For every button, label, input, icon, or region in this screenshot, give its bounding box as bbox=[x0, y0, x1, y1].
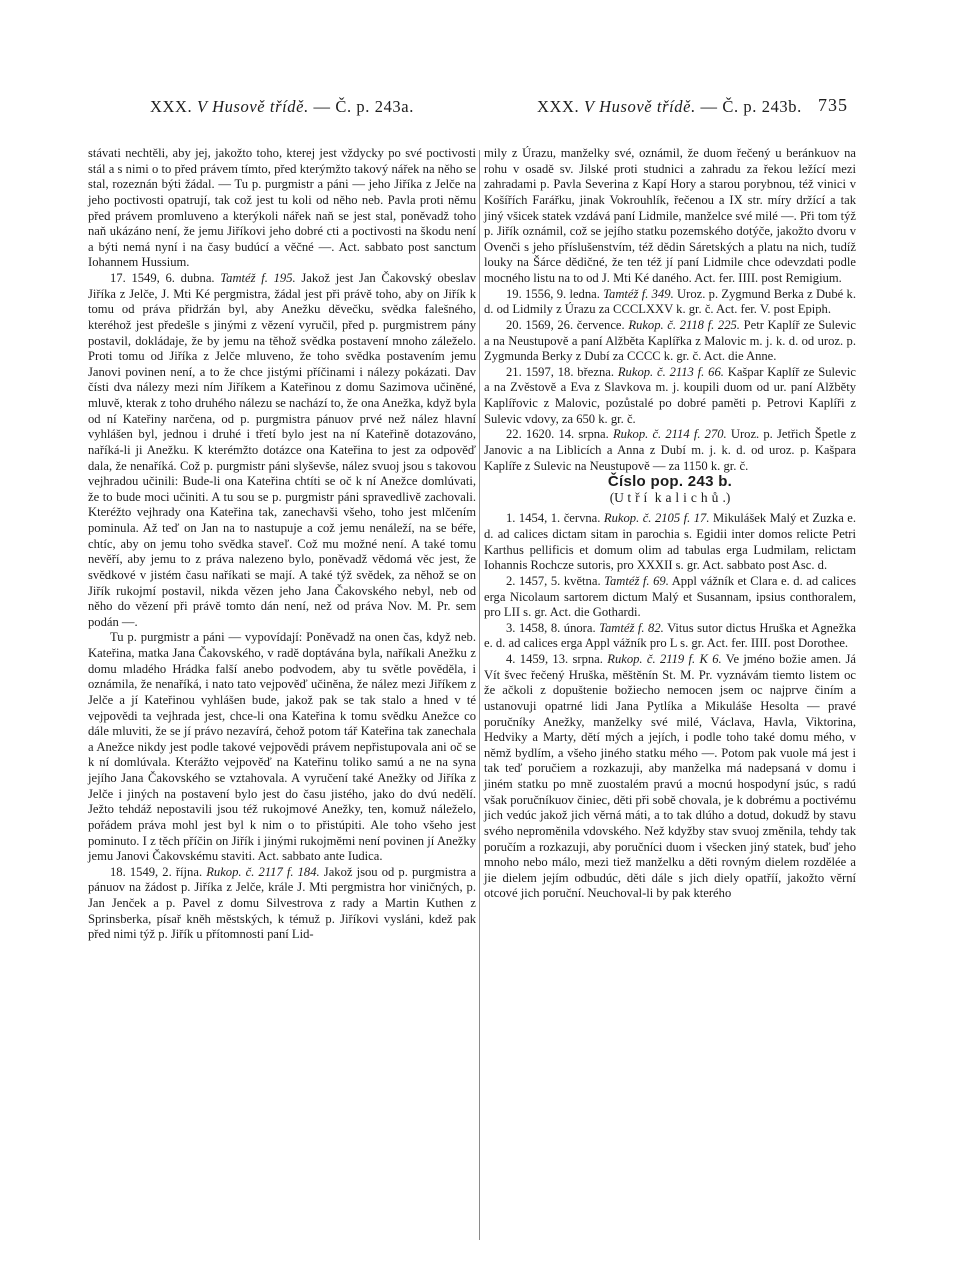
section-heading: Číslo pop. 243 b. bbox=[607, 473, 733, 491]
entry-20-citation: Rukop. č. 2118 f. 225. bbox=[628, 317, 740, 332]
column-divider bbox=[479, 150, 480, 1240]
entry-22-lead: 22. 1620. 14. srpna. bbox=[506, 427, 613, 442]
subheading-open: (U bbox=[609, 489, 628, 505]
entry-19 bbox=[484, 287, 856, 318]
entry-19-lead: 19. 1556, 9. ledna. bbox=[506, 286, 604, 301]
entry-21 bbox=[484, 365, 856, 428]
entry-22-text: Uroz. p. Jetřich Špetle z Janovic a na Liblicích a Anna z Dubí m. j. k. d. od uroz. p. Kašpara Kaplíře z Sulevic na Neustupově — za 1150 k. gr. č. bbox=[484, 427, 856, 473]
right-column bbox=[484, 146, 856, 902]
entry-b2 bbox=[484, 574, 856, 621]
paragraph-continuation-right: mily z Úrazu, manželky své, oznámil, že duom řečený u beránkuov na rohu v osadě sv. Jilské proti studnici a zahradu za řekou ležící mezi zahradami p. Pavla Severina z Kapí Hory a starou porybnou, též vinici v Košířích Farářku, jinak Vokrouhlík, řečenou a IX str. míry držící a tak jiný všicek statek vzdává paní Lidmile, manželce své milé —. Při tom týž p. Jiřík oznámil, což se jejího statku pozemského dotýče, jakožto dvoru v Ovenči s jeho příslušenstvím, též dědin Sáretských a platu na nich, tudíž louky na Šárce dědičné, že ten též jí paní Lidmile chce odevzdati podle mocného listu na to od J. Mti Ké daného. Act. fer. IIII. post Remigium. bbox=[484, 146, 856, 285]
entry-21-lead: 21. 1597, 18. března. bbox=[506, 364, 618, 379]
entry-b4 bbox=[484, 652, 856, 902]
running-header-left bbox=[150, 97, 414, 117]
entry-17-citation: Tamtéž f. 195. bbox=[220, 271, 296, 285]
entry-22 bbox=[484, 427, 856, 474]
entry-17-text: Jakož jest Jan Čakovský obeslav Jiříka z Jelče, J. Mti Ké pergmistra, žádal jest při právě toho, aby on Jiřík k tomu od práva přidržán byl, aby Anežku děvečku, svědka falešného, kteréhož jest předešle s jinými z vězení vyručil, před p. purgmistrem pány postavil, dokládaje, že by jemu na těhož svědka postavení mnoho záleželo. Proti tomu od Jiříka z Jelče mluveno, že toho svědka postavením jemu Janovi povinen není, a to že chce jistými příčinami i nálezy pokázati. Dav čísti dva nálezy mezi ním Jiříkem a Kateřinou z domu Sazimova učiněné, mluvě, kterak z toho druhého nálezu se nachází to, že ona Anežka, když byla od ní Kateřiny narčena, od p. purgmistra pánuov prvé než nález hlavní vyhlášen byl, jednou i druhé i třetí bylo jest na ní Kateřině dotazováno, naříká-li ji Anežku. K kterémžto dotázce ona Kateřina to jest za odpověď dala, že nenaříká. Což p. purgmistr páni slyševše, nález svuoj jsou s takovou vejhradou učinili: Bude-li ona Kateřina chtíti se oč k ní Anežce domlúvati, že to bude moci učiniti. A tu sou se p. purgmistr páni spravedlivě zachovali. Kteréžto vejhrady ona Kateřina tak, zanechavši všeho, toho jest mlčením pominula. Až teď on Jan na to nastupuje a což jemu nenáleží, na se béře, chtíc, aby on jemu toho svědka staveľ. Což mu možné není. A také tomu nevěří, aby jemu to z práva nalezeno bylo, poněvadž vědomá věc jest, že svědkové v jistém času naříkati se mají. A také týž svědek, za něhož se on Jiřík rukojmí postavil, nikda vězen jeho Jana Čakovského nebyl, neb od něho do vězení při právě tomto dán není, než od práva Nov. M. Pr. sem podán —. bbox=[88, 271, 476, 629]
entry-b3 bbox=[484, 621, 856, 652]
entry-17 bbox=[88, 271, 476, 630]
header-left-street: V Husově třídě. bbox=[197, 97, 309, 116]
entry-17-lead: 17. 1549, 6. dubna. bbox=[110, 271, 221, 285]
page-number: 735 bbox=[818, 95, 848, 115]
entry-b3-lead: 3. 1458, 8. února. bbox=[506, 620, 600, 635]
header-right-prefix: XXX. bbox=[537, 97, 584, 116]
subheading-word-1: tří bbox=[627, 489, 652, 505]
entry-b4-citation: Rukop. č. 2119 f. K 6. bbox=[607, 652, 722, 666]
entry-b3-text: Vitus sutor dictus Hruška et Agnežka e. d. ad calices erga Appl vážník pro L s. gr. Act. fer. IIII. post Dorothee. bbox=[484, 620, 856, 651]
entry-b4-text: Ve jméno božie amen. Já Vít švec řečený Hruška, měštěnín St. M. Pr. vyznávám tiemto listem oc že ačkoli z dopuštenie božiecho nemocen jsem oc najprve činím a ustanovuji opatrné lidi Jana Pytlíka a Mikuláše Hesolta — pravé poručníky Anežky, manželky své milé, Václava, Havla, Viktorina, Hedviky a Marty, dětí mých a jejích, i podle toho také domu mého, v němž bydlím, a všeho jiného statku mého —. Potom pak vuole má jest i tak teď poručiem a rozkazuji, aby manželka má nadepsaná v domu i jiném statku po mně zuostalém pravú a mocnú hospodyní jsúc, s radú však poručníkuov činiec, děti při sobě chovala, je k dobrému a poctivému jich vedúc jakož jich věrná máti, a to tak dlúho a dotud, dokudž by stavu svého neproměnila vdovského. Než kdyžby stav svuoj změnila, tehdy tak poručím a rozkazuji, aby poručníci duom i všecken jiný statek, buď jeho mnoho nebo málo, mezi tiež manželku a děti rovným dielem rozdělée a jie dielem jejím odbudúc, děti dále s jich diely opatříí, jakožto věrní otcové jich poruční. Neuchoval-li by pak kterého bbox=[484, 652, 857, 901]
header-right-street: V Husově třídě. bbox=[584, 97, 696, 116]
running-header-right bbox=[537, 97, 802, 117]
section-subheading bbox=[484, 490, 856, 506]
entry-b2-text: Appl vážník et Clara e. d. ad calices erga Nicolaum sartorem dictum Malý et Susannam, ipsius conthoralem, pro LII s. gr. Act. die Gothardi. bbox=[484, 573, 856, 620]
header-right-suffix: — Č. p. 243b. bbox=[695, 97, 802, 116]
subheading-close: .) bbox=[722, 489, 731, 505]
entry-20-text: Petr Kaplíř ze Sulevic a na Neustupově a paní Alžběta Kaplířka z Malovic m. j. k. d. od uroz. p. Zygmunda Berky z Dubí za CCCC k. gr. č. Act. die Anne. bbox=[484, 317, 856, 364]
entry-18-citation: Rukop. č. 2117 f. 184. bbox=[206, 864, 320, 879]
entry-b1-text: Mikulášek Malý et Zuzka e. d. ad calices dictam sitam in parochia s. Egidii inter domos relicte Petri Karthus pellificis et domum olim ad tabulas erga Ludmilam, relictam Iohannis Rochcze sutoris, pro XXXII s. gr. Act. sabbato post Asc. d. bbox=[484, 511, 857, 573]
entry-b2-lead: 2. 1457, 5. května. bbox=[506, 573, 605, 588]
entry-b2-citation: Tamtéž f. 69. bbox=[604, 573, 669, 588]
entry-19-citation: Tamtéž f. 349. bbox=[603, 286, 674, 301]
entry-b1 bbox=[484, 511, 856, 574]
entry-b1-lead: 1. 1454, 1. června. bbox=[506, 511, 604, 526]
entry-19-text: Uroz. p. Zygmund Berka z Dubé k. d. od Lidmily z Úrazu za CCCLXXV k. gr. č. Act. fer. V. post Epiph. bbox=[484, 286, 856, 317]
entry-22-citation: Rukop. č. 2114 f. 270. bbox=[612, 427, 727, 442]
paragraph-continuation: stávati nechtěli, aby jej, jakožto toho, kterej jest vždycky po své poctivosti stál a s nimi o to před právem tímto, před kterýmžto takový nářek na něho se stal, rozeznán býti žádal. — Tu p. purgmistr a páni — jeho Jiříka z Jelče na jeho poctivosti opatrují, tak což jest tu koli od něho neb. Pavla proti němu před právem promluveno a kterýkoli nářek naň se jest stal, poněvadž toho naň ukázáno není, že jemu Jiříkovi jeho dobré cti a poctivosti na škodu není a býti nemá nyní i na časy budúcí a věčné —. Act. sabbato post sanctum Iohannem Hussium. bbox=[88, 146, 476, 270]
left-column bbox=[88, 146, 476, 943]
header-left-suffix: — Č. p. 243a. bbox=[308, 97, 414, 116]
entry-18-lead: 18. 1549, 2. října. bbox=[110, 864, 207, 879]
entry-20-lead: 20. 1569, 26. července. bbox=[506, 317, 629, 332]
entry-21-citation: Rukop. č. 2113 f. 66. bbox=[617, 364, 724, 379]
entry-b3-citation: Tamtéž f. 82. bbox=[599, 620, 664, 635]
entry-21-text: Kašpar Kaplíř ze Sulevic a na Zvěstově a Eva z Slavkova m. j. koupili duom od ur. paní Alžběty Kaplířovic z Malovic, pozůstalé po dobré paměti p. Petrovi Kaplíři z Sulevic vdovy, za 650 k. gr. č. bbox=[484, 364, 857, 426]
entry-b1-citation: Rukop. č. 2105 f. 17. bbox=[603, 511, 710, 526]
entry-18-text: Jakož jsou od p. purgmistra a pánuov na žádost p. Jiříka z Jelče, krále J. Mti pergmistra hor viničných, p. Jan Jenček a p. Pavel z domu Silvestrova z rady a Martin Kuthen z Sprinsberka, písař kněh městských, k témuž p. Jiříkovi vysláni, kdež pak před nimi týž p. Jiřík u přítomnosti paní Lid- bbox=[88, 864, 477, 942]
subheading-word-2: kalichů bbox=[654, 489, 723, 505]
entry-20 bbox=[484, 318, 856, 365]
entry-18 bbox=[88, 865, 476, 943]
entry-b4-lead: 4. 1459, 13. srpna. bbox=[506, 652, 608, 666]
paragraph-verdict: Tu p. purgmistr a páni — vypovídají: Poněvadž na onen čas, když neb. Kateřina, matka Jana Čakovského, v radě doptávána byla, naříkali Anežku z domu mladého Hrádka falší anebo podvodem, aby tu světle pověděla, i oznámila, že nenaříká, i nato tato vejpověď učiněna, že nález mezi Jiříkem z Jelče a jí Kateřinou vyhlášen bude, jakož pak se tak stalo a hned v té vejpovědi ta vejhrada jest, chce-li ona Kateřina k tomu svědku Anežce co dále mluviti, že se jí právo nezavírá, čehož potom tář Kateřina tak zanechala a Anežce nikdy jest podle takové vejpovědi právem nepřistupovala ani oč se k ní domlúvala. Kterážto vejpověď na Kateřinu toliko samú a ne na syna jejího Jana Čakovského se vztahovala. A vyručení také Anežky od Jiříka z Jelče i jiných na postavení bylo jest do času jistého, jako do dvú nedělí. Ježto tehdáž nepostavili jsou též rukojmové Anežky, ten, komuž náleželo, pořádem práva mohl jest byl k nim o to přistúpiti. Ale toho všeho jest pominuto. I z těch příčin on Jiřík i jinými rukojměmi není povinen jí Anežky jemu Janovi Čakovskému staviti. Act. sabbato ante Iudica. bbox=[88, 630, 476, 864]
header-left-prefix: XXX. bbox=[150, 97, 197, 116]
